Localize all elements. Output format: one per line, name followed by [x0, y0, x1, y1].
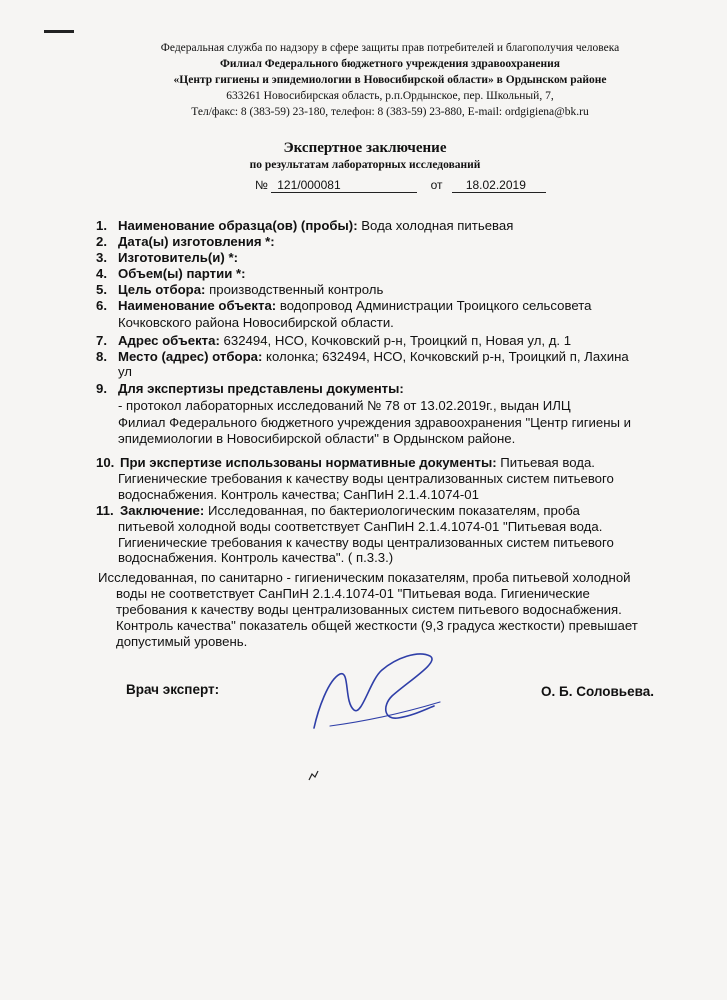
org-header: [90, 40, 690, 120]
number-label: №: [255, 178, 268, 192]
document-date: 18.02.2019: [452, 178, 546, 193]
list-item-2: 2. Дата(ы) изготовления *:: [96, 234, 275, 249]
list-item-5: 5. Цель отбора: производственный контроль: [96, 282, 384, 297]
handwritten-signature: [300, 640, 460, 740]
scan-mark: [44, 30, 74, 33]
conclusion-line-4: Контроль качества" показатель общей жесткости (9,3 градуса жесткости) превышает: [116, 618, 638, 633]
header-line-1: Федеральная служба по надзору в сфере защиты прав потребителей и благополучия человека: [160, 42, 620, 54]
item-11-line-1: питьевой холодной воды соответствует СанПиН 2.1.4.1074-01 "Питьевая вода.: [118, 519, 603, 534]
signature-name: О. Б. Соловьева.: [541, 684, 654, 699]
document-subtitle: по результатам лабораторных исследований: [249, 159, 481, 171]
list-item-7: 7. Адрес объекта: 632494, НСО, Кочковский р-н, Троицкий п, Новая ул, д. 1: [96, 333, 572, 348]
item-11-line-3: водоснабжения. Контроль качества". ( п.3.3.): [118, 550, 394, 565]
header-line-2: Филиал Федерального бюджетного учреждения здравоохранения: [220, 58, 560, 70]
item-10-line-2: водоснабжения. Контроль качества; СанПиН 2.1.4.1074-01: [118, 487, 479, 502]
document-number: 121/000081: [271, 178, 417, 193]
list-item-6: 6. Наименование объекта: водопровод Администрации Троицкого сельсовета: [96, 298, 592, 313]
list-item-10: 10. При экспертизе использованы нормативные документы: Питьевая вода.: [96, 455, 595, 470]
header-line-4: 633261 Новосибирская область, р.п.Ордынское, пер. Школьный, 7,: [226, 90, 554, 102]
list-item-8-continued: ул: [118, 364, 132, 379]
list-item-4: 4. Объем(ы) партии *:: [96, 266, 246, 281]
list-item-9: 9. Для экспертизы представлены документы:: [96, 381, 404, 396]
date-label: от: [430, 178, 443, 192]
conclusion-line-3: требования к качеству воды централизованных систем питьевого водоснабжения.: [116, 602, 622, 617]
conclusion-line-2: воды не соответствует СанПиН 2.1.4.1074-01 "Питьевая вода. Гигиенические: [116, 586, 590, 601]
list-item-6-continued: Кочковского района Новосибирской области.: [118, 315, 394, 330]
list-item-8: 8. Место (адрес) отбора: колонка; 632494, НСО, Кочковский р-н, Троицкий п, Лахина: [96, 349, 629, 364]
ink-speck: [306, 768, 322, 782]
header-line-5: Тел/факс: 8 (383-59) 23-180, телефон: 8 (383-59) 23-880, E-mail: ordgigiena@bk.ru: [191, 106, 589, 118]
header-line-3: «Центр гигиены и эпидемиологии в Новосибирской области» в Ордынском районе: [173, 74, 607, 86]
signature-role: Врач эксперт:: [126, 682, 220, 697]
item-9-line-3: эпидемиологии в Новосибирской области" в Ордынском районе.: [118, 431, 516, 446]
list-item-11: 11. Заключение: Исследованная, по бактериологическим показателям, проба: [96, 503, 580, 518]
document-number-line: [255, 178, 546, 193]
conclusion-line-5: допустимый уровень.: [116, 634, 248, 649]
item-11-line-2: Гигиенические требования к качеству воды централизованных систем питьевого: [118, 535, 614, 550]
list-item-1: 1. Наименование образца(ов) (пробы): Вода холодная питьевая: [96, 218, 514, 233]
item-10-line-1: Гигиенические требования к качеству воды централизованных систем питьевого: [118, 471, 614, 486]
item-9-line-1: - протокол лабораторных исследований № 78 от 13.02.2019г., выдан ИЛЦ: [118, 398, 571, 413]
conclusion-line-1: Исследованная, по санитарно - гигиеническим показателям, проба питьевой холодной: [98, 570, 631, 585]
document-title: Экспертное заключение: [283, 140, 447, 156]
list-item-3: 3. Изготовитель(и) *:: [96, 250, 238, 265]
item-9-line-2: Филиал Федерального бюджетного учреждения здравоохранения "Центр гигиены и: [118, 415, 632, 430]
